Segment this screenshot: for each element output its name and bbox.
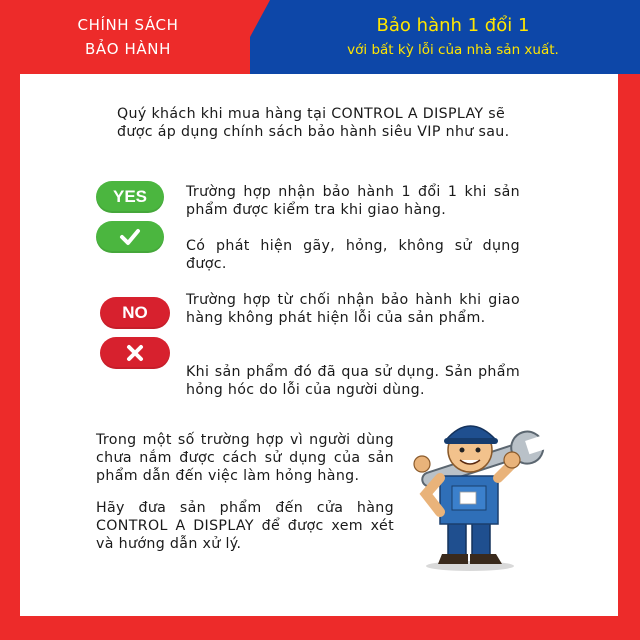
header-title: Bảo hành 1 đổi 1 <box>376 15 530 36</box>
mechanic-with-wrench-icon <box>400 404 550 574</box>
check-icon <box>119 228 141 246</box>
user-error-text: Trong một số trường hợp vì người dùng chưa nắm được cách sử dụng của sản phẩm dẫn đến việc làm hỏng hàng. <box>96 432 394 484</box>
header-headline <box>266 0 640 74</box>
no-badge-label: NO <box>122 303 148 322</box>
intro-line2: được áp dụng chính sách bảo hành siêu VIP như sau. <box>117 124 510 140</box>
intro-text <box>117 105 537 141</box>
yes-badge-label: YES <box>112 187 148 206</box>
yes-badge <box>96 181 164 213</box>
content-panel <box>20 74 618 616</box>
header-left-line2: BẢO HÀNH <box>85 40 171 58</box>
no-refuse-text: Trường hợp từ chối nhận bảo hành khi giao hàng không phát hiện lỗi của sản phẩm. <box>186 292 520 326</box>
header-left-line1: CHÍNH SÁCH <box>77 16 179 34</box>
check-badge <box>96 221 164 253</box>
yes-accept-text: Trường hợp nhận bảo hành 1 đổi 1 khi sản phẩm được kiểm tra khi giao hàng. <box>186 184 520 218</box>
header-banner <box>0 0 640 74</box>
header-policy-label <box>0 0 250 74</box>
no-badge <box>100 297 170 329</box>
no-used-text: Khi sản phẩm đó đã qua sử dụng. Sản phẩm hỏng hóc do lỗi của người dùng. <box>186 364 520 398</box>
store-visit-text: Hãy đưa sản phẩm đến cửa hàng CONTROL A DISPLAY để được xem xét và hướng dẫn xử lý. <box>96 500 394 552</box>
x-icon <box>126 344 144 362</box>
intro-line1: Quý khách khi mua hàng tại CONTROL A DISPLAY sẽ <box>117 106 506 122</box>
yes-defect-text: Có phát hiện gãy, hỏng, không sử dụng được. <box>186 238 520 272</box>
x-badge <box>100 337 170 369</box>
header-subtitle: với bất kỳ lỗi của nhà sản xuất. <box>347 42 559 58</box>
